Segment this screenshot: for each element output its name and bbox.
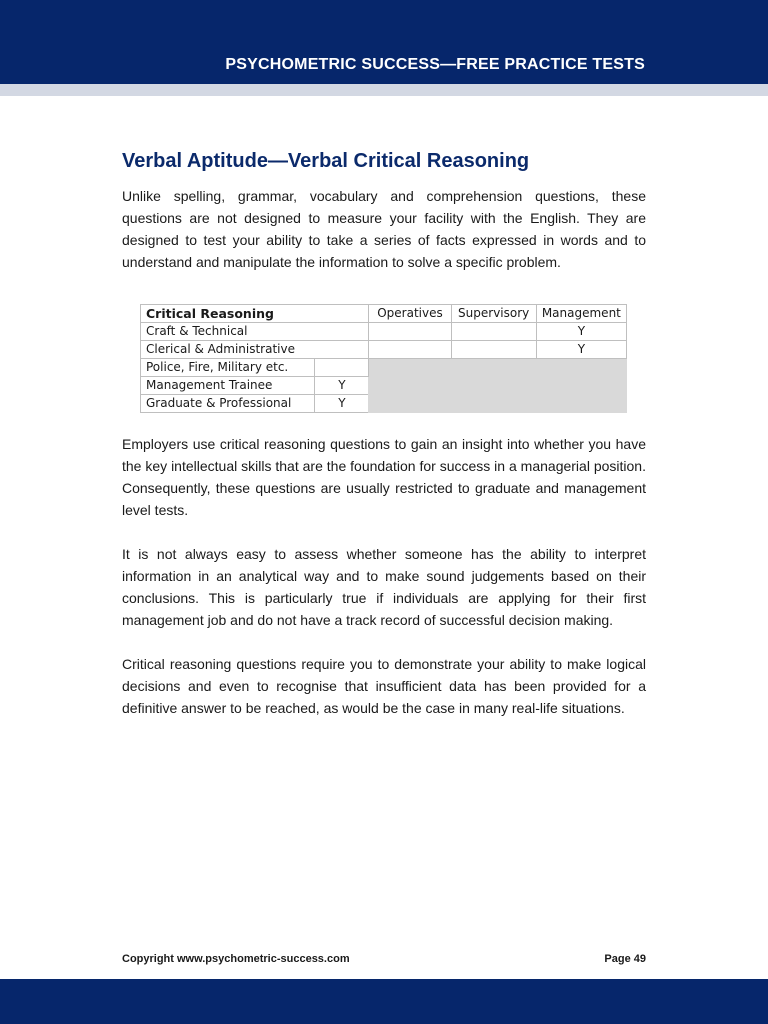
table-row [141, 359, 627, 377]
intro-paragraph: Unlike spelling, grammar, vocabulary and comprehension questions, these questions are not designed to measure your facility with the English. They are designed to test your ability to take a series of facts expressed in words and to understand and manipulate the information to solve a specific problem. [122, 188, 646, 270]
footer-band [0, 979, 768, 1024]
footer-page-number: Page 49 [604, 953, 646, 965]
row-label: Clerical & Administrative [141, 341, 369, 359]
header-title: PSYCHOMETRIC SUCCESS—FREE PRACTICE TESTS [225, 56, 645, 73]
body-paragraph: Employers use critical reasoning questions to gain an insight into whether you have the key intellectual skills that are the foundation for success in a managerial position. Consequently, these questions are usually restricted to graduate and management level tests. [122, 436, 646, 518]
column-header-supervisory: Supervisory [451, 305, 536, 323]
footer-copyright: Copyright www.psychometric-success.com [122, 953, 350, 965]
cell-value [315, 359, 369, 377]
shaded-block [369, 359, 627, 413]
section-heading: Verbal Aptitude—Verbal Critical Reasoning [122, 150, 530, 172]
cell-management: Y [536, 341, 626, 359]
body-paragraph: It is not always easy to assess whether someone has the ability to interpret information in an analytical way and to make sound judgements based on their conclusions. This is particularly true if individuals are applying for their first management job and do not have a track record of successful decision making. [122, 546, 646, 628]
table-row [141, 341, 627, 359]
cell-operatives [369, 341, 451, 359]
cell-management: Y [536, 323, 626, 341]
header-stripe [0, 84, 768, 96]
table-header-row [141, 305, 627, 323]
column-header-operatives: Operatives [369, 305, 451, 323]
cell-supervisory [451, 341, 536, 359]
cell-supervisory [451, 323, 536, 341]
cell-operatives [369, 323, 451, 341]
cell-value: Y [315, 377, 369, 395]
row-label: Police, Fire, Military etc. [141, 359, 315, 377]
critical-reasoning-table [140, 304, 627, 413]
row-label: Management Trainee [141, 377, 315, 395]
cell-value: Y [315, 395, 369, 413]
table-row [141, 323, 627, 341]
column-header-management: Management [536, 305, 626, 323]
row-label: Graduate & Professional [141, 395, 315, 413]
page-content [122, 148, 646, 719]
row-label: Craft & Technical [141, 323, 369, 341]
body-paragraph: Critical reasoning questions require you to demonstrate your ability to make logical decisions and even to recognise that insufficient data has been provided for a definitive answer to be reached, as would be the case in many real-life situations. [122, 656, 646, 716]
table-title: Critical Reasoning [141, 305, 369, 323]
critical-reasoning-table-wrap [140, 304, 627, 413]
